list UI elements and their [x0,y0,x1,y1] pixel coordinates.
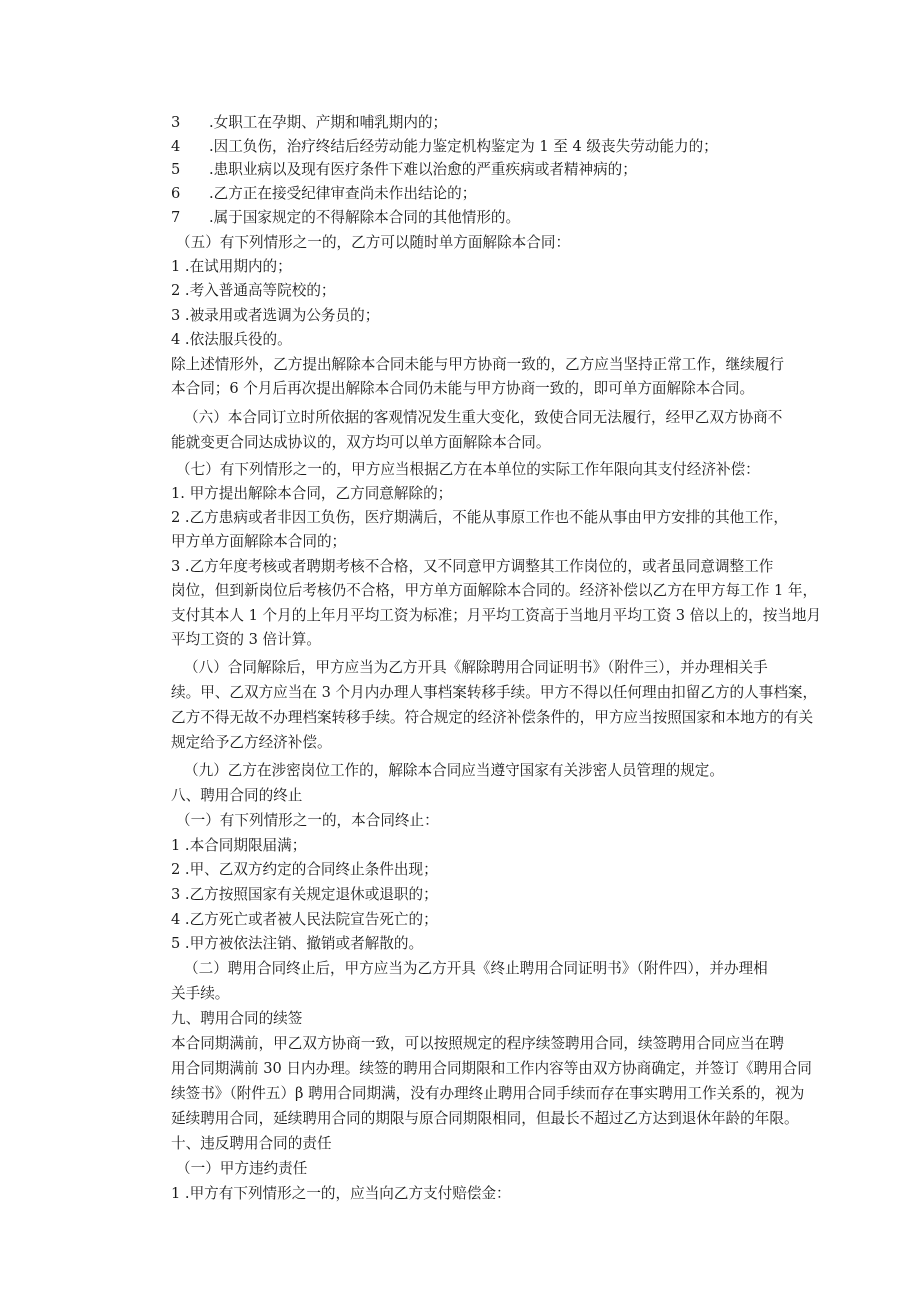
paragraph-line: 甲方单方面解除本合同的； [171,533,347,550]
list-item: 1 .在试用期内的； [171,258,292,275]
paragraph-line: （六）本合同订立时所依据的客观情况发生重大变化，致使合同无法履行，经甲乙双方协商不 [184,409,783,426]
paragraph-line: 本合同期满前，甲乙双方协商一致，可以按照规定的程序续签聘用合同，续签聘用合同应当在聘 [171,1035,784,1052]
paragraph-line: 本合同；6 个月后再次提出解除本合同仍未能与甲方协商一致的，即可单方面解除本合同。 [171,380,755,397]
paragraph-line: 能就变更合同达成协议的，双方均可以单方面解除本合同。 [171,434,551,451]
paragraph-line: 平均工资的 3 倍计算。 [171,631,321,648]
list-item: 1. 甲方提出解除本合同，乙方同意解除的； [171,485,453,502]
paragraph-line: 规定给予乙方经济补偿。 [171,734,332,751]
section-heading: （五）有下列情形之一的，乙方可以随时单方面解除本合同： [176,234,571,251]
item-number: 6 [171,185,181,202]
paragraph-line: 除上述情形外，乙方提出解除本合同未能与甲方协商一致的，乙方应当坚持正常工作，继续履行 [171,356,784,373]
chapter-heading: 八、聘用合同的终止 [171,787,303,804]
list-item: 2 .乙方患病或者非因工负伤，医疗期满后，不能从事原工作也不能从事由甲方安排的其他工作， [171,509,788,526]
paragraph-line: 关手续。 [171,985,230,1002]
list-item [171,161,637,179]
item-text: .属于国家规定的不得解除本合同的其他情形的。 [209,209,521,226]
item-number: 3 [171,114,181,131]
list-item: 3 .乙方年度考核或者聘期考核不合格，又不同意甲方调整其工作岗位的，或者虽同意调整工作 [171,558,774,575]
list-item: 1 .甲方有下列情形之一的，应当向乙方支付赔偿金： [171,1185,511,1202]
list-item [171,209,520,227]
chapter-heading: 九、聘用合同的续签 [171,1010,303,1027]
item-number: 7 [171,209,181,226]
list-item: 4 .乙方死亡或者被人民法院宣告死亡的； [171,911,438,928]
paragraph-line: （八）合同解除后，甲方应当为乙方开具《解除聘用合同证明书》（附件三），并办理相关手 [184,659,768,676]
item-text: .因工负伤，治疗终结后经劳动能力鉴定机构鉴定为 1 至 4 级丧失劳动能力的； [209,138,718,155]
list-item: 4 .依法服兵役的。 [171,331,292,348]
section-heading: （一）甲方违约责任 [176,1160,308,1177]
list-item [171,138,718,156]
item-text: .乙方正在接受纪律审查尚未作出结论的； [209,185,477,202]
item-number: 4 [171,138,181,155]
chapter-heading: 十、违反聘用合同的责任 [171,1135,332,1152]
paragraph-line: 乙方不得无故不办理档案转移手续。符合规定的经济补偿条件的，甲方应当按照国家和本地方的有关 [171,709,814,726]
list-item [171,114,447,132]
section-heading: （一）有下列情形之一的，本合同终止： [176,812,439,829]
list-item: 2 .甲、乙双方约定的合同终止条件出现； [171,861,438,878]
paragraph-line: 支付其本人 1 个月的上年月平均工资为标准；月平均工资高于当地月平均工资 3 倍以上的，按当地月 [171,607,822,624]
list-item [171,185,476,203]
paragraph-line: 续签书》（附件五）β 聘用合同期满，没有办理终止聘用合同手续而存在事实聘用工作关系的，视为 [171,1085,805,1102]
paragraph-line: 延续聘用合同，延续聘用合同的期限与原合同期限相同，但最长不超过乙方达到退休年龄的年限。 [171,1110,799,1127]
item-text: .女职工在孕期、产期和哺乳期内的； [209,114,448,131]
list-item: 5 .甲方被依法注销、撤销或者解散的。 [171,935,424,952]
paragraph-line: 用合同期满前 30 日内办理。续签的聘用合同期限和工作内容等由双方协商确定，并签订《聘用合同 [171,1060,812,1077]
paragraph-line: 续。甲、乙双方应当在 3 个月内办理人事档案转移手续。甲方不得以任何理由扣留乙方的人事档案， [171,684,818,701]
paragraph-line: （二）聘用合同终止后，甲方应当为乙方开具《终止聘用合同证明书》（附件四），并办理相 [184,960,768,977]
paragraph-line: 岗位，但到新岗位后考核仍不合格，甲方单方面解除本合同的。经济补偿以乙方在甲方每工作 1 年， [171,582,818,599]
item-number: 5 [171,161,181,178]
list-item: 2 .考入普通高等院校的； [171,282,336,299]
list-item: 3 .被录用或者选调为公务员的； [171,307,380,324]
item-text: .患职业病以及现有医疗条件下难以治愈的严重疾病或者精神病的； [209,161,637,178]
list-item: 3 .乙方按照国家有关规定退休或退职的； [171,886,438,903]
section-heading: （七）有下列情形之一的，甲方应当根据乙方在本单位的实际工作年限向其支付经济补偿： [176,461,760,478]
paragraph-line: （九）乙方在涉密岗位工作的，解除本合同应当遵守国家有关涉密人员管理的规定。 [184,762,724,779]
list-item: 1 .本合同期限届满； [171,837,307,854]
